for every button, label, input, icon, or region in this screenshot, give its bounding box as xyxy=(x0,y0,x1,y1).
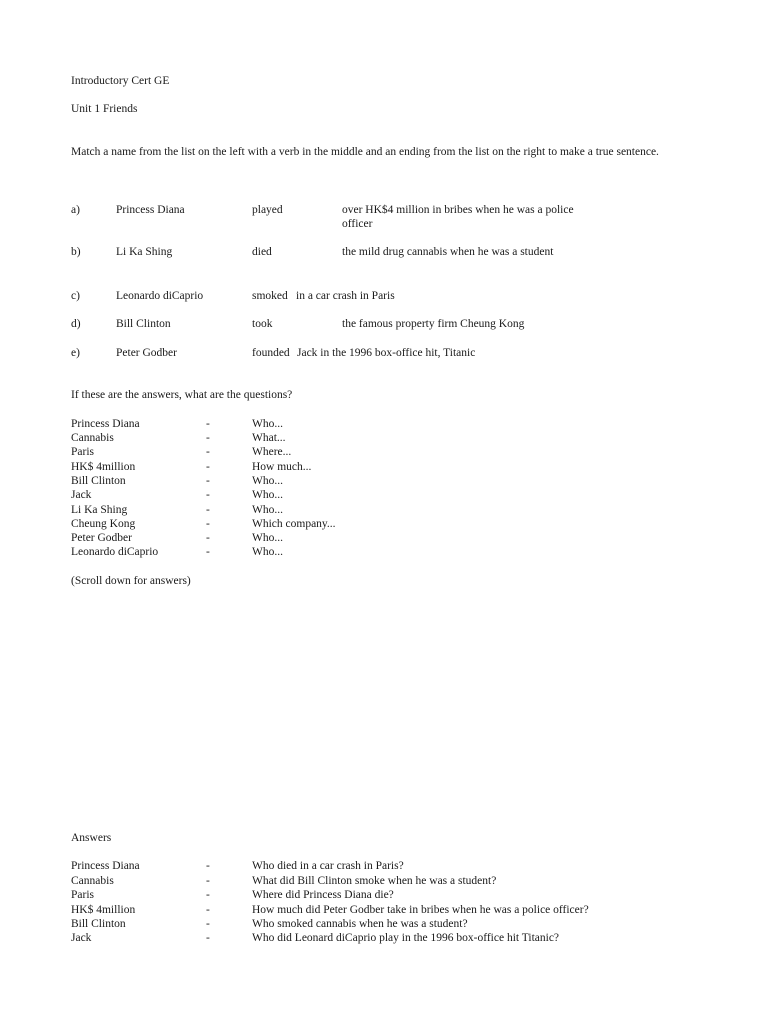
row-ending: over HK$4 million in bribes when he was a police officer xyxy=(342,204,574,230)
row-name: Bill Clinton xyxy=(71,918,126,930)
row-verb: played xyxy=(252,204,283,216)
row-dash: - xyxy=(206,489,210,501)
row-text: How much did Peter Godber take in bribes when he was a police officer? xyxy=(252,904,589,916)
row-name: HK$ 4million xyxy=(71,904,136,916)
row-dash: - xyxy=(206,461,210,473)
question-row xyxy=(71,503,711,517)
row-text: What... xyxy=(252,432,286,444)
row-name: Princess Diana xyxy=(71,860,140,872)
question-row xyxy=(71,445,711,459)
row-verb: died xyxy=(252,246,272,258)
row-dash: - xyxy=(206,432,210,444)
row-ending: Jack in the 1996 box-office hit, Titanic xyxy=(297,347,476,359)
question-row xyxy=(71,488,711,502)
row-dash: - xyxy=(206,918,210,930)
row-dash: - xyxy=(206,875,210,887)
question-row xyxy=(71,474,711,488)
row-dash: - xyxy=(206,504,210,516)
row-name: Paris xyxy=(71,889,94,901)
row-name: Jack xyxy=(71,932,92,944)
row-letter: b) xyxy=(71,246,81,258)
row-text: What did Bill Clinton smoke when he was a student? xyxy=(252,875,497,887)
row-name: Leonardo diCaprio xyxy=(116,290,204,302)
row-text: Who... xyxy=(252,475,283,487)
row-text: Who... xyxy=(252,489,283,501)
row-name: Princess Diana xyxy=(71,418,140,430)
answer-row xyxy=(71,903,711,917)
row-letter: a) xyxy=(71,204,80,216)
row-verb: took xyxy=(252,318,273,330)
row-letter: d) xyxy=(71,318,81,330)
row-dash: - xyxy=(206,889,210,901)
row-text: Who... xyxy=(252,418,283,430)
row-dash: - xyxy=(206,518,210,530)
row-ending: the mild drug cannabis when he was a student xyxy=(342,246,554,258)
scroll-note: (Scroll down for answers) xyxy=(71,575,191,587)
question-row xyxy=(71,417,711,431)
row-name: Cheung Kong xyxy=(71,518,136,530)
row-text: Who... xyxy=(252,546,283,558)
row-letter: e) xyxy=(71,347,80,359)
row-ending: in a car crash in Paris xyxy=(296,290,395,302)
row-ending: the famous property firm Cheung Kong xyxy=(342,318,525,330)
answer-row xyxy=(71,888,711,902)
row-name: Li Ka Shing xyxy=(116,246,173,258)
answer-row xyxy=(71,917,711,931)
row-text: Who smoked cannabis when he was a student? xyxy=(252,918,468,930)
row-name: Princess Diana xyxy=(116,204,185,216)
row-name: Li Ka Shing xyxy=(71,504,128,516)
question-row xyxy=(71,531,711,545)
row-verb: founded xyxy=(252,347,290,359)
matching-row xyxy=(71,289,711,319)
row-name: Cannabis xyxy=(71,875,114,887)
row-dash: - xyxy=(206,475,210,487)
row-text: Where did Princess Diana die? xyxy=(252,889,394,901)
answer-row xyxy=(71,859,711,873)
row-name: Cannabis xyxy=(71,432,114,444)
course-title: Introductory Cert GE xyxy=(71,75,170,87)
row-name: Jack xyxy=(71,489,92,501)
row-name: Paris xyxy=(71,446,94,458)
row-dash: - xyxy=(206,418,210,430)
row-text: Where... xyxy=(252,446,292,458)
matching-row xyxy=(71,317,711,347)
row-text: Which company... xyxy=(252,518,336,530)
row-text: Who... xyxy=(252,532,283,544)
row-name: Peter Godber xyxy=(71,532,132,544)
question-row xyxy=(71,431,711,445)
row-name: Bill Clinton xyxy=(116,318,171,330)
row-text: Who died in a car crash in Paris? xyxy=(252,860,404,872)
row-dash: - xyxy=(206,932,210,944)
row-text: Who... xyxy=(252,504,283,516)
row-text: Who did Leonard diCaprio play in the 1996 box-office hit Titanic? xyxy=(252,932,560,944)
row-name: Peter Godber xyxy=(116,347,177,359)
question-row xyxy=(71,460,711,474)
row-name: Leonardo diCaprio xyxy=(71,546,159,558)
matching-row xyxy=(71,203,711,233)
row-dash: - xyxy=(206,860,210,872)
row-name: HK$ 4million xyxy=(71,461,136,473)
instructions: Match a name from the list on the left with a verb in the middle and an ending from the list on the right to make a true sentence. xyxy=(71,146,659,158)
row-dash: - xyxy=(206,904,210,916)
answer-row xyxy=(71,874,711,888)
row-dash: - xyxy=(206,532,210,544)
row-text: How much... xyxy=(252,461,312,473)
row-verb: smoked xyxy=(252,290,288,302)
question-row xyxy=(71,545,711,559)
matching-row xyxy=(71,346,711,376)
row-name: Bill Clinton xyxy=(71,475,126,487)
questions-prompt: If these are the answers, what are the questions? xyxy=(71,389,293,401)
question-row xyxy=(71,517,711,531)
unit-title: Unit 1 Friends xyxy=(71,103,138,115)
answers-title: Answers xyxy=(71,832,112,844)
row-dash: - xyxy=(206,446,210,458)
row-dash: - xyxy=(206,546,210,558)
answer-row xyxy=(71,931,711,945)
matching-row xyxy=(71,245,711,275)
row-letter: c) xyxy=(71,290,80,302)
